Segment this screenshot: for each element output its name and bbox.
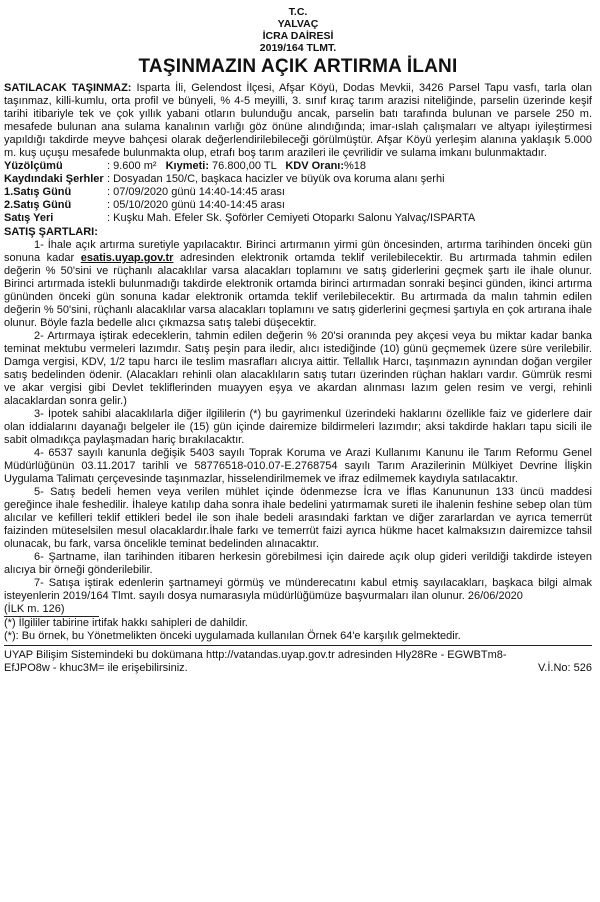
condition-7: 7- Satışa iştirak edenlerin şartnameyi görmüş ve münderecatını kabul etmiş sayılacakları, başkaca bilgi almak isteyenlerin 2019/164 Tlmt. sayılı dosya numarasıyla müdürlüğümüze başvurmaları ilan olunur. 26/06/2020 xyxy=(4,577,592,602)
header-district: YALVAÇ xyxy=(277,18,319,30)
property-label: SATILACAK TAŞINMAZ: xyxy=(4,82,132,94)
condition-4: 4- 6537 sayılı kanunla değişik 5403 sayılı Toprak Koruma ve Arazi Kullanımı Kanunu ile Tarım Reformu Genel Müdürlüğünün 03.11.2017 tarihli ve 58776518-010.07-E.2768754 sayılı Tarım Arazilerinin Mülkiyet Devrine İlişkin Uygulama Talimatı çerçevesinde taşınmazlar, hisselendirilmemek ve ifraz edilmemek kaydıyla satılacaktır. xyxy=(4,447,592,485)
sale2-value: : 05/10/2020 günü 14:40-14:45 arası xyxy=(107,199,285,211)
footer-line-1: UYAP Bilişim Sistemindeki bu dokümana http://vatandas.uyap.gov.tr adresinden Hly28Re - EGWBTm8- xyxy=(4,649,507,661)
place-value: : Kuşku Mah. Efeler Sk. Şoförler Cemiyeti Otoparkı Salonu Yalvaç/ISPARTA xyxy=(107,212,476,224)
notice-title: TAŞINMAZIN AÇIK ARTIRMA İLANI xyxy=(138,56,458,77)
sale2-label: 2.Satış Günü xyxy=(4,199,72,211)
condition-6: 6- Şartname, ilan tarihinden itibaren herkesin görebilmesi için dairede açık olup gideri verildiği takdirde isteyen alıcıya bir örneği gönderilebilir. xyxy=(4,551,592,576)
header-tc: T.C. xyxy=(288,6,308,18)
uyap-footer xyxy=(4,649,592,675)
footer-line-2: EfJPO8w - khuc3M= ile erişebilirsiniz. xyxy=(4,662,188,674)
condition-5: 5- Satış bedeli hemen veya verilen mühlet içinde ödenmezse İcra ve İflas Kanununun 133 üncü maddesi gereğince ihale feshedilir. İhaleye katılıp daha sonra ihale bedelini yatırmamak sureti ile ihalenin feshine sebep olan tüm alıcılar ve kefilleri teklif ettikleri bedel ile son ihale bedeli arasındaki farktan ve diğer zararlardan ve ayrıca temerrüt faizinden müteselsilen mesul olacaklardır.İhale farkı ve temerrüt faizi ayrıca hükme hacet kalmaksızın dairemizce tahsil olunacak, bu fark, varsa öncelikle teminat bedelinden alınacaktır. xyxy=(4,486,592,550)
notice-body xyxy=(4,82,592,643)
note-1: (*) İlgililer tabirine irtifak hakkı sahipleri de dahildir. xyxy=(4,617,248,629)
esatis-link[interactable]: esatis.uyap.gov.tr xyxy=(80,252,174,264)
records-label: Kaydındaki Şerhler xyxy=(4,173,104,185)
property-description xyxy=(4,82,592,160)
header-file-number: 2019/164 TLMT. xyxy=(259,42,337,54)
note-2: (*): Bu örnek, bu Yönetmelikten önceki uygulamada kullanılan Örnek 64'e karşılık gelmektedir. xyxy=(4,630,461,642)
sale1-value: : 07/09/2020 günü 14:40-14:45 arası xyxy=(107,186,285,198)
conditions-heading: SATIŞ ŞARTLARI: xyxy=(4,226,98,238)
area-row xyxy=(4,160,592,173)
place-row xyxy=(4,212,592,225)
sale1-row xyxy=(4,186,592,199)
value-amount: 76.800,00 TL xyxy=(209,160,277,172)
footer-code: V.İ.No: 526 xyxy=(537,662,592,674)
sale2-row xyxy=(4,199,592,212)
sale1-label: 1.Satış Günü xyxy=(4,186,72,198)
value-label: Kıymeti: xyxy=(165,160,209,172)
ilk-reference: (İLK m. 126) xyxy=(4,603,65,615)
area-value: : 9.600 m² xyxy=(107,160,157,172)
kdv-label: KDV Oranı: xyxy=(285,160,345,172)
header-office: İCRA DAİRESİ xyxy=(262,30,334,42)
property-text: Isparta İli, Gelendost İlçesi, Afşar Köyü, Dodas Mevkii, 3426 Parsel Tapu vasfı, tarla olan taşınmaz, killi-kumlu, orta profil ve bünyeli, % 4-5 meyilli, 3. sınıf kıraç tarım arazisi niteliğinde, parselin üzerinde keşif tarihi itibariyle tek ve çok yıllık yabani otların bulunduğu ancak, parselin batı tarafında bulunan ve parsele 250 m. mesafede bulunan ana sulama kanalının varlığı göz önüne alındığında; imar-ıslah çalışmaları ve altyapı iyileştirmesi yapıldığı takdirde meyve bahçesi olarak değerlendirilebileceği görülmüştür. Afşar Köyü yerleşim alanına yaklaşık 5.000 m. kuş uçuşu mesafede bulunmakta olup, etrafı boş tarım arazileri ile çevrilidir ve sulama imkanı bulunmaktadır. xyxy=(4,82,592,159)
notice-page xyxy=(4,6,592,675)
records-value: : Dosyadan 150/C, başkaca hacizler ve büyük ova koruma alanı şerhi xyxy=(107,173,445,185)
records-row xyxy=(4,173,592,186)
kdv-value: %18 xyxy=(344,160,367,172)
condition-1: 1- İhale açık artırma suretiyle yapılacaktır. Birinci artırmanın yirmi gün öncesinden, artırma tarihinden önceki gün sonuna kadar esatis.uyap.gov.tr adresinden elektronik ortamda teklif verilebilecektir. Bu artırmada tahmin edilen değerin % 50'sini ve rüçhanlı alacaklılar varsa alacakları toplamını ve satış giderlerini geçmek şartı ile ihale olunur. Birinci artırmada istekli bulunmadığı takdirde elektronik ortamda birinci artırmadan sonraki beşinci günden, ikinci artırma gününden önceki gün sonuna kadar elektronik ortamda teklif verilebilecektir. Bu artırmada da malın tahmin edilen değerin % 50'sini, rüçhanlı alacaklılar varsa alacakları toplamını ve satış giderlerini geçmesi şartıyla en çok artırana ihale olunur. Böyle fazla bedelle alıcı çıkmazsa satış talebi düşecektir. xyxy=(4,239,593,329)
condition-2: 2- Artırmaya iştirak edeceklerin, tahmin edilen değerin % 20'si oranında pey akçesi veya bu miktar kadar banka teminat mektubu vermeleri lazımdır. Satış peşin para iledir, alıcı istediğinde (10) günü geçmemek üzere süre verilebilir. Damga vergisi, KDV, 1/2 tapu harcı ile teslim masrafları alıcıya aittir. Tellallık Harcı, taşınmazın aynından doğan vergiler satış bedelinden ödenir. (Alacakları rehinli olan alacaklıların satış tutarı üzerinden rüçhan hakları vardır. Gümrük resmi ve akar vergisi gibi Devlet tekliflerinden muayyen eşya ve akardan alınması lazım gelen resim ve vergi, rehinli alacaklardan sonra gelir.) xyxy=(4,330,592,407)
area-label: Yüzölçümü xyxy=(4,160,63,172)
place-label: Satış Yeri xyxy=(4,212,54,224)
condition-3: 3- İpotek sahibi alacaklılarla diğer ilgililerin (*) bu gayrimenkul üzerindeki haklarını özellikle faiz ve giderlere dair olan iddialarını dayanağı belgeler ile (15) gün içinde dairemize bildirmeleri lazımdır; aksi takdirde hakları tapu sicili ile sabit olmadıkça paylaşmadan hariç bırakılacaktır. xyxy=(4,408,592,446)
footer-divider xyxy=(4,645,592,646)
